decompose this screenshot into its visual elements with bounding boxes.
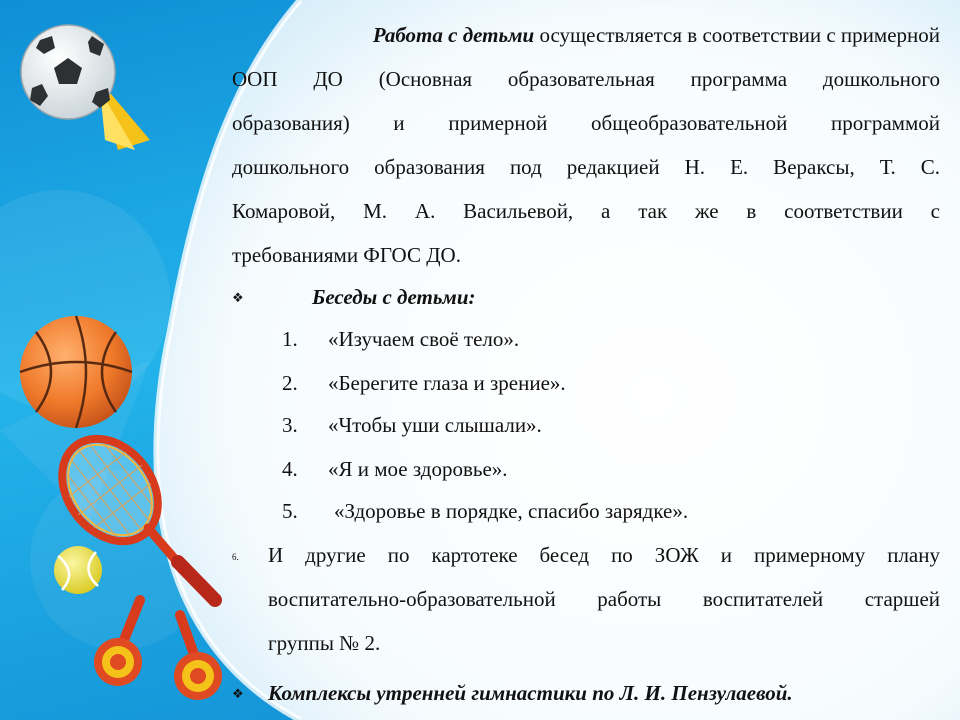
intro-line-4: дошкольного образования под редакцией Н. Е. Вераксы, Т. С. (232, 155, 940, 179)
talk-item-text: «Изучаем своё тело». (328, 327, 520, 351)
intro-line-1-text: осуществляется в соответствии с примерной (539, 23, 940, 47)
basketball-icon (20, 316, 132, 428)
intro-line-1 (232, 24, 940, 46)
complexes-line: Комплексы утренней гимнастики по Л. И. Пензулаевой. (268, 681, 793, 705)
talk-item-number: 1. (282, 327, 298, 351)
diamond-bullet-icon: ❖ (232, 686, 244, 701)
others-line-2: воспитательно-образовательной работы воспитателей старшей (268, 587, 940, 611)
intro-line-2: ООП ДО (Основная образовательная программа дошкольного (232, 67, 940, 91)
intro-line-5: Комаровой, М. А. Васильевой, а так же в соответствии с (232, 199, 940, 223)
talk-item-text: «Здоровье в порядке, спасибо зарядке». (334, 499, 689, 523)
talk-item-text: «Берегите глаза и зрение». (328, 371, 566, 395)
talk-item-text: «Я и мое здоровье». (328, 457, 508, 481)
talk-item-number: 4. (282, 457, 298, 481)
intro-line-6: требованиями ФГОС ДО. (232, 243, 461, 267)
talk-item-number: 5. (282, 499, 298, 523)
others-number: 6. (232, 552, 239, 562)
talk-item-number: 2. (282, 371, 298, 395)
talk-item-number: 3. (282, 413, 298, 437)
others-line-3: группы № 2. (268, 631, 381, 655)
talk-item-text: «Чтобы уши слышали». (328, 413, 542, 437)
diamond-bullet-icon: ❖ (232, 290, 244, 305)
others-line-1: И другие по картотеке бесед по ЗОЖ и примерному плану (268, 543, 940, 567)
tennis-ball-icon (54, 546, 102, 594)
talks-heading: Беседы с детьми: (312, 285, 476, 309)
intro-lead-emphasis: Работа с детьми (372, 23, 535, 47)
intro-line-3: образования) и примерной общеобразовательной программой (232, 111, 940, 135)
